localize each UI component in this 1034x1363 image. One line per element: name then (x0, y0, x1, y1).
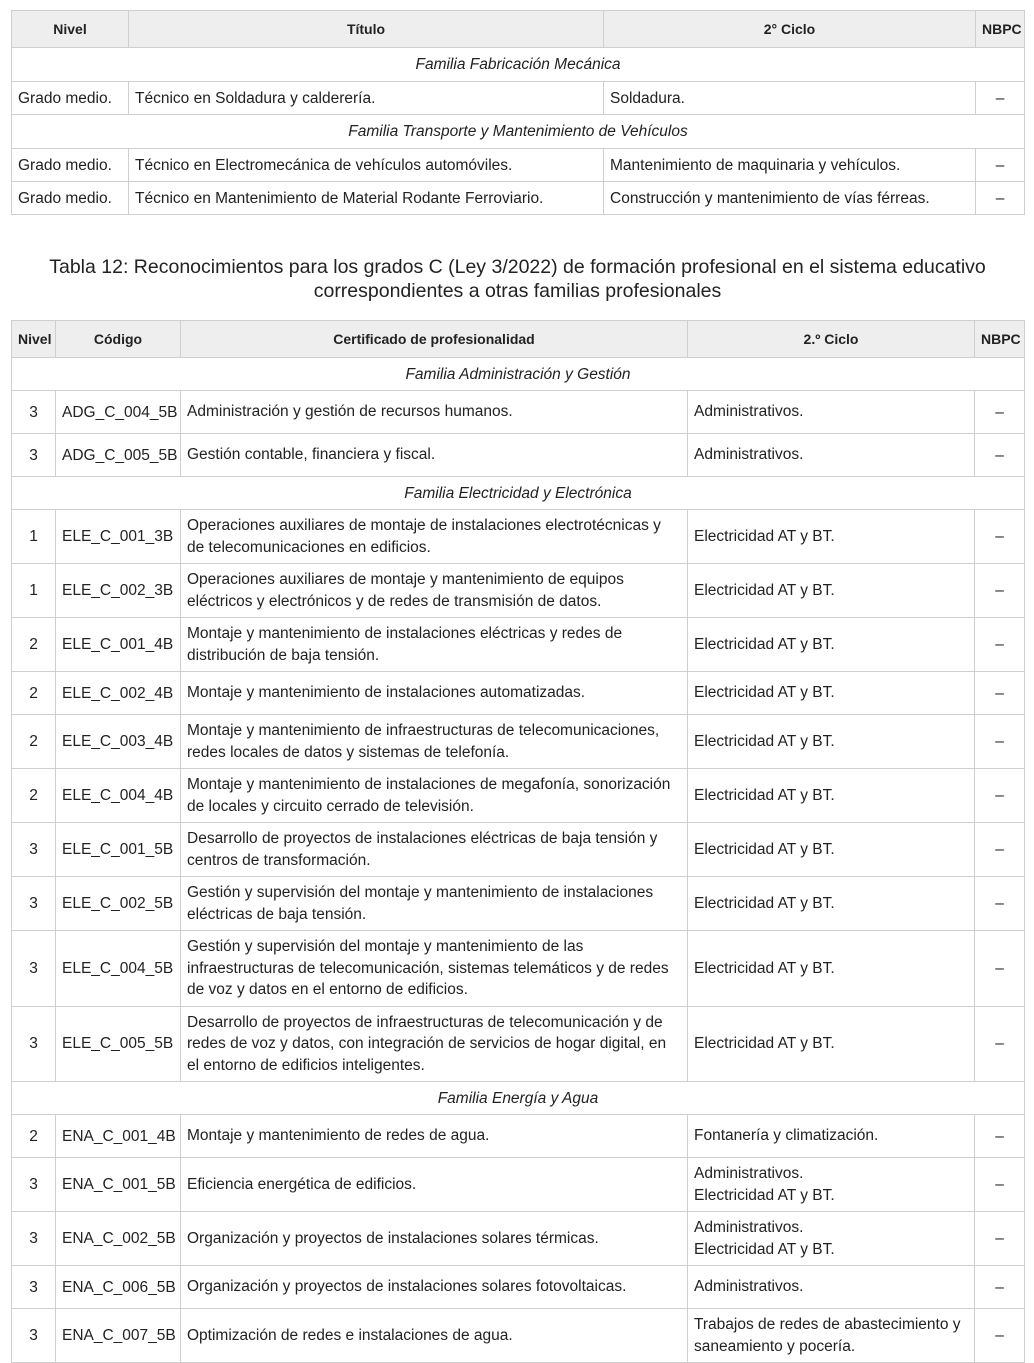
ciclo-cell (688, 1309, 975, 1363)
family-name: Familia Administración y Gestión (12, 358, 1025, 391)
certificado-cell: Montaje y mantenimiento de redes de agua. (181, 1115, 688, 1158)
codigo-cell: ENA_C_006_5B (56, 1266, 181, 1309)
table-row (12, 618, 1025, 672)
codigo-cell: ELE_C_002_3B (56, 564, 181, 618)
codigo-cell: ELE_C_001_4B (56, 618, 181, 672)
table-caption (11, 255, 1024, 303)
nivel-cell: 3 (12, 1266, 56, 1309)
codigo-cell: ELE_C_002_4B (56, 672, 181, 715)
certificado-cell: Montaje y mantenimiento de infraestructuras de telecomunicaciones, redes locales de datos y sistemas de telefonía. (181, 715, 688, 769)
ciclo-line: Administrativos. (694, 1165, 804, 1182)
ciclo-cell (688, 1115, 975, 1158)
certificado-cell: Montaje y mantenimiento de instalaciones eléctricas y redes de distribución de baja tensión. (181, 618, 688, 672)
nivel-cell: 3 (12, 1309, 56, 1363)
caption-line-2: correspondientes a otras familias profesionales (313, 280, 722, 302)
nivel-cell: Grado medio. (12, 82, 129, 115)
ciclo-line: Electricidad AT y BT. (694, 1240, 835, 1258)
header-codigo: Código (56, 321, 181, 358)
nivel-cell: 2 (12, 618, 56, 672)
family-row (12, 358, 1025, 391)
header-nbpc: NBPC (976, 11, 1025, 48)
header-ciclo: 2° Ciclo (604, 11, 976, 48)
ciclo-cell: Mantenimiento de maquinaria y vehículos. (604, 149, 976, 182)
certificado-cell: Eficiencia energética de edificios. (181, 1158, 688, 1212)
ciclo-cell (688, 618, 975, 672)
ciclo-cell (688, 1006, 975, 1082)
nivel-cell: 3 (12, 391, 56, 434)
header-row (12, 11, 1025, 48)
ciclo-line: Electricidad AT y BT. (694, 894, 835, 912)
certificates-table (11, 320, 1025, 1363)
nbpc-cell: – (975, 564, 1025, 618)
nbpc-cell: – (976, 82, 1025, 115)
ciclo-line: Administrativos. (694, 446, 804, 464)
codigo-cell: ADG_C_004_5B (56, 391, 181, 434)
nbpc-cell: – (975, 618, 1025, 672)
codigo-cell: ELE_C_003_4B (56, 715, 181, 769)
nbpc-cell: – (975, 1006, 1025, 1082)
codigo-cell: ENA_C_001_4B (56, 1115, 181, 1158)
nbpc-cell: – (975, 672, 1025, 715)
nbpc-cell: – (976, 149, 1025, 182)
ciclo-cell: Construcción y mantenimiento de vías férreas. (604, 182, 976, 215)
table-row (12, 823, 1025, 877)
codigo-cell: ENA_C_007_5B (56, 1309, 181, 1363)
ciclo-cell (688, 1266, 975, 1309)
table-row (12, 931, 1025, 1007)
table-row (12, 1309, 1025, 1363)
header-ciclo: 2.º Ciclo (688, 321, 975, 358)
header-nivel: Nivel (12, 321, 56, 358)
titulo-cell: Técnico en Mantenimiento de Material Rodante Ferroviario. (129, 182, 604, 215)
table-row (12, 1006, 1025, 1082)
ciclo-line: Electricidad AT y BT. (694, 581, 835, 599)
ciclo-line: Electricidad AT y BT. (694, 1035, 835, 1052)
ciclo-line: Electricidad AT y BT. (694, 684, 835, 702)
ciclo-cell (688, 769, 975, 823)
family-name: Familia Transporte y Mantenimiento de Vehículos (12, 115, 1025, 149)
family-row (12, 48, 1025, 82)
nivel-cell: 3 (12, 877, 56, 931)
table-row (12, 510, 1025, 564)
nbpc-cell: – (975, 434, 1025, 477)
table-row (12, 182, 1025, 215)
nivel-cell: 2 (12, 769, 56, 823)
nbpc-cell: – (975, 1158, 1025, 1212)
family-row (12, 1082, 1025, 1115)
codigo-cell: ELE_C_004_5B (56, 931, 181, 1007)
table-row (12, 1212, 1025, 1266)
ciclo-line: Electricidad AT y BT. (694, 527, 835, 545)
ciclo-cell (688, 931, 975, 1007)
table-row (12, 715, 1025, 769)
certificado-cell: Operaciones auxiliares de montaje de instalaciones electrotécnicas y de telecomunicaciones en edificios. (181, 510, 688, 564)
nbpc-cell: – (976, 182, 1025, 215)
codigo-cell: ELE_C_001_5B (56, 823, 181, 877)
nivel-cell: 2 (12, 715, 56, 769)
certificado-cell: Organización y proyectos de instalaciones solares térmicas. (181, 1212, 688, 1266)
nivel-cell: 3 (12, 434, 56, 477)
table-row (12, 1266, 1025, 1309)
nbpc-cell: – (975, 1309, 1025, 1363)
nbpc-cell: – (975, 391, 1025, 434)
table-row (12, 564, 1025, 618)
nbpc-cell: – (975, 931, 1025, 1007)
table-row (12, 149, 1025, 182)
certificado-cell: Desarrollo de proyectos de infraestructuras de telecomunicación y de redes de voz y datos, con integración de servicios de hogar digital, en el entorno de edificios inteligentes. (181, 1006, 688, 1082)
certificado-cell: Operaciones auxiliares de montaje y mantenimiento de equipos eléctricos y electrónicos y de redes de transmisión de datos. (181, 564, 688, 618)
nivel-cell: 3 (12, 823, 56, 877)
table-row (12, 82, 1025, 115)
certificates-body (12, 358, 1025, 1363)
ciclo-line: Administrativos. (694, 1219, 804, 1236)
codigo-cell: ELE_C_004_4B (56, 769, 181, 823)
certificado-cell: Montaje y mantenimiento de instalaciones automatizadas. (181, 672, 688, 715)
nbpc-cell: – (975, 510, 1025, 564)
nivel-cell: Grado medio. (12, 149, 129, 182)
ciclo-cell (688, 823, 975, 877)
nivel-cell: 1 (12, 564, 56, 618)
nivel-cell: 3 (12, 1158, 56, 1212)
nivel-cell: 3 (12, 1212, 56, 1266)
ciclo-line: Electricidad AT y BT. (694, 732, 835, 750)
codigo-cell: ENA_C_001_5B (56, 1158, 181, 1212)
titulo-cell: Técnico en Soldadura y calderería. (129, 82, 604, 115)
ciclo-cell (688, 1212, 975, 1266)
certificado-cell: Gestión y supervisión del montaje y mantenimiento de las infraestructuras de telecomunicación, sistemas telemáticos y de redes de voz y datos en el entorno de edificios. (181, 931, 688, 1007)
ciclo-line: Electricidad AT y BT. (694, 635, 835, 653)
ciclo-line: Electricidad AT y BT. (694, 1186, 835, 1204)
ciclo-line: Electricidad AT y BT. (694, 786, 835, 804)
nbpc-cell: – (975, 1266, 1025, 1309)
nbpc-cell: – (975, 823, 1025, 877)
nivel-cell: 3 (12, 1006, 56, 1082)
certificado-cell: Desarrollo de proyectos de instalaciones eléctricas de baja tensión y centros de transformación. (181, 823, 688, 877)
table-row (12, 1115, 1025, 1158)
header-nivel: Nivel (12, 11, 129, 48)
ciclo-line: Administrativos. (694, 1278, 804, 1296)
ciclo-cell (688, 510, 975, 564)
nivel-cell: Grado medio. (12, 182, 129, 215)
caption-line-1: Tabla 12: Reconocimientos para los grados C (Ley 3/2022) de formación profesional en el sistema educativo (49, 256, 986, 278)
certificado-cell: Gestión contable, financiera y fiscal. (181, 434, 688, 477)
codigo-cell: ENA_C_002_5B (56, 1212, 181, 1266)
nivel-cell: 2 (12, 1115, 56, 1158)
codigo-cell: ADG_C_005_5B (56, 434, 181, 477)
certificado-cell: Montaje y mantenimiento de instalaciones de megafonía, sonorización de locales y circuito cerrado de televisión. (181, 769, 688, 823)
ciclo-line: Administrativos. (694, 403, 804, 421)
nbpc-cell: – (975, 877, 1025, 931)
ciclo-line: Electricidad AT y BT. (694, 959, 835, 977)
table-row (12, 672, 1025, 715)
nivel-cell: 3 (12, 931, 56, 1007)
family-row (12, 477, 1025, 510)
ciclo-cell (688, 877, 975, 931)
ciclo-line: Trabajos de redes de abastecimiento y saneamiento y pocería. (694, 1316, 961, 1355)
ciclo-line: Fontanería y climatización. (694, 1127, 879, 1145)
table-row (12, 769, 1025, 823)
nbpc-cell: – (975, 715, 1025, 769)
nbpc-cell: – (975, 769, 1025, 823)
header-certificado: Certificado de profesionalidad (181, 321, 688, 358)
nivel-cell: 1 (12, 510, 56, 564)
ciclo-cell (688, 715, 975, 769)
certificado-cell: Administración y gestión de recursos humanos. (181, 391, 688, 434)
codigo-cell: ELE_C_001_3B (56, 510, 181, 564)
nbpc-cell: – (975, 1212, 1025, 1266)
ciclo-cell (688, 434, 975, 477)
titulo-cell: Técnico en Electromecánica de vehículos automóviles. (129, 149, 604, 182)
family-name: Familia Fabricación Mecánica (12, 48, 1025, 82)
family-row (12, 115, 1025, 149)
header-row (12, 321, 1025, 358)
ciclo-cell (688, 564, 975, 618)
ciclo-cell (688, 391, 975, 434)
family-name: Familia Energía y Agua (12, 1082, 1025, 1115)
table-row (12, 434, 1025, 477)
certificado-cell: Gestión y supervisión del montaje y mantenimiento de instalaciones eléctricas de baja tensión. (181, 877, 688, 931)
table-row (12, 391, 1025, 434)
codigo-cell: ELE_C_002_5B (56, 877, 181, 931)
ciclo-cell (688, 672, 975, 715)
table-row (12, 1158, 1025, 1212)
header-nbpc: NBPC (975, 321, 1025, 358)
ciclo-line: Electricidad AT y BT. (694, 840, 835, 858)
table-row (12, 877, 1025, 931)
nivel-cell: 2 (12, 672, 56, 715)
nbpc-cell: – (975, 1115, 1025, 1158)
certificado-cell: Optimización de redes e instalaciones de agua. (181, 1309, 688, 1363)
codigo-cell: ELE_C_005_5B (56, 1006, 181, 1082)
ciclo-cell: Soldadura. (604, 82, 976, 115)
certificado-cell: Organización y proyectos de instalaciones solares fotovoltaicas. (181, 1266, 688, 1309)
titles-table (11, 10, 1025, 215)
family-name: Familia Electricidad y Electrónica (12, 477, 1025, 510)
ciclo-cell (688, 1158, 975, 1212)
header-titulo: Título (129, 11, 604, 48)
